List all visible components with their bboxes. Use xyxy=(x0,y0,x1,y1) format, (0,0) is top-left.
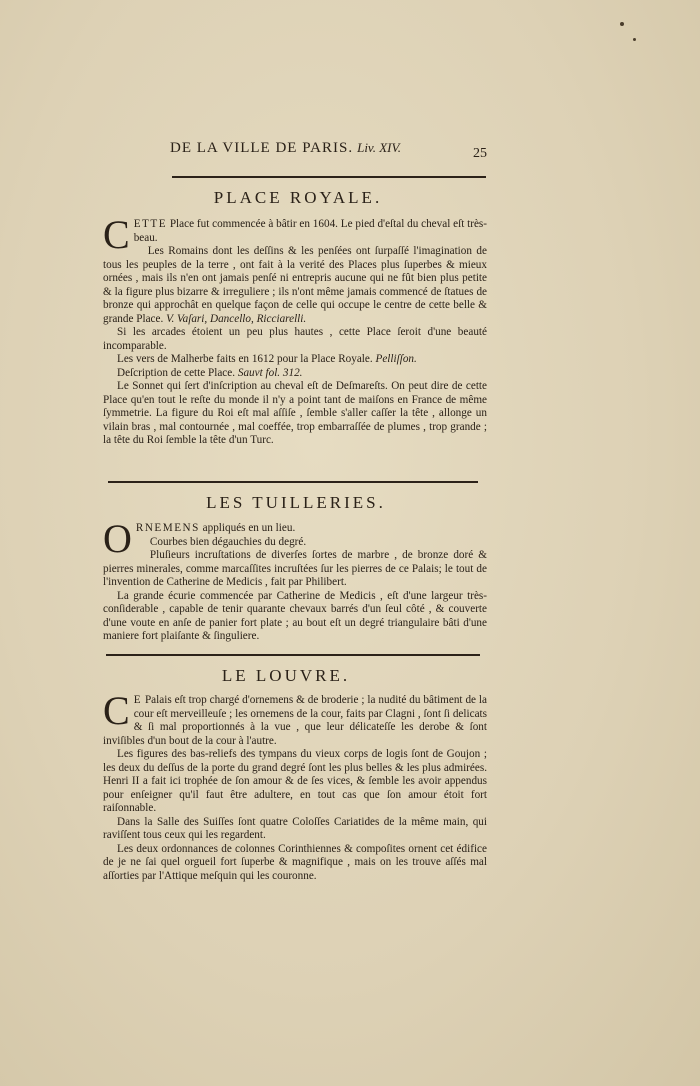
section-title-tuilleries: LES TUILLERIES. xyxy=(206,493,386,512)
citation: Sauvt fol. 312. xyxy=(237,366,303,379)
citation: Pelliſſon. xyxy=(375,353,417,365)
drop-cap: C xyxy=(103,212,130,257)
paragraph: Les vers de Malherbe faits en 1612 pour la Place Royale. Pelliſſon. xyxy=(117,353,417,365)
ink-spot xyxy=(633,38,636,41)
paragraph: Si les arcades étoient un peu plus hautes , cette Place ſeroit d'une beauté incomparable. xyxy=(103,326,487,352)
paragraph: Courbes bien dégauchies du degré. xyxy=(149,535,307,548)
section-title-place-royale: PLACE ROYALE. xyxy=(213,188,383,207)
section-rule xyxy=(108,481,478,483)
drop-cap: O xyxy=(103,516,132,561)
lead-caps: ETTE xyxy=(133,218,168,230)
paragraph xyxy=(103,688,487,748)
section-place-royale xyxy=(103,212,487,448)
paragraph: Pluſieurs incruſtations de diverſes ſortes de marbre , de bronze doré & pierres minerales, comme marcaſſites incruſtées ſur les pierres de ce Palais; le tout de l'invention de Catherine de Medicis , fait par Philibert. xyxy=(103,549,487,588)
paragraph: La grande écurie commencée par Catherine de Medicis , eſt d'une largeur très-conſiderable , capable de tenir quarante chevaux barrés d'un ſeul côté , & couverte d'une voute en anſe de panier fort plate ; au bout eſt un degré triangulaire bâti d'une maniere fort plaiſante & ſinguliere. xyxy=(103,589,487,642)
section-title-louvre: LE LOUVRE. xyxy=(221,666,351,685)
page-number: 25 xyxy=(473,146,487,161)
section-rule xyxy=(106,654,480,656)
running-header xyxy=(170,140,490,157)
paragraph: Dans la Salle des Suiſſes ſont quatre Coloſſes Cariatides de la même main, qui raviſſent tous ceux qui les regardent. xyxy=(103,815,487,841)
paragraph xyxy=(103,212,487,257)
paragraph: Les deux ordonnances de colonnes Corinthiennes & compoſites ornent cet édifice de je ne ſai quel orgueil fort ſuperbe & magnifique , mais on les trouve aſſés mal aſſorties par l'Attique meſquin qui les couronne. xyxy=(103,842,487,882)
paragraph-text: appliqués en un lieu. xyxy=(199,522,296,534)
citation: V. Vaſari, Dancello, Ricciarelli. xyxy=(166,312,307,325)
drop-cap: C xyxy=(103,688,130,733)
paragraph: Les Romains dont les deſſins & les penſées ont ſurpaſſé l'imagination de tous les peuples de la terre , ont fait à la verité des Places plus ſuperbes & mieux ornées , mais ils n'en ont jamais penſé ni entrepris aucune qui ne fût bien plus petite & la figure plus bizarre & irreguliere ; ils n'ont même jamais commencé de ſtatues de bronze qui approchât en quelque façon de celle qui occupe le centre de cette belle & grande Place. V. Vaſari, Dancello, Ricciarelli. xyxy=(103,245,487,325)
ink-spot xyxy=(620,22,624,26)
paragraph: Les figures des bas-reliefs des tympans du vieux corps de logis ſont de Goujon ; les deux du deſſus de la porte du grand degré ſont les plus belles & les plus admirées. Henri II a fait ici trophée de ſon amour & de ſes vices, & ſemble les avoir appendus pour enſeigner qu'il faut être adultere, en tout cas que ſon amour étoit fort raiſonnable. xyxy=(103,748,487,814)
section-tuilleries xyxy=(103,516,487,644)
book-number: Liv. XIV. xyxy=(357,140,402,155)
paragraph: Le Sonnet qui ſert d'inſcription au cheval eſt de Deſmareſts. On peut dire de cette Place qu'en tout le reſte du monde il n'y a point tant de maiſons en France de même ſymmetrie. La figure du Roi eſt mal aſſiſe , ſemble s'aller caſſer la tête , allonge un vilain bras , mal contournée , mal coeffée, trop embarraſſée de plumes , trop grande ; la tête du Roi ſemble la tête d'un Turc. xyxy=(103,380,487,446)
lead-caps: RNEMENS xyxy=(135,522,200,534)
running-title: DE LA VILLE DE PARIS. xyxy=(170,140,354,156)
section-louvre xyxy=(103,688,487,883)
lead-caps: E xyxy=(133,694,143,706)
paragraph-text: Palais eſt trop chargé d'ornemens & de broderie ; la nudité du bâtiment de la cour eſt merveilleuſe ; les ornemens de la cour, faits par Clagni , ſont ſi delicats & ſi mal proportionnés à la vue , que leur délicateſſe les derobe & ſont inviſibles d'un bout de la cour à l'autre. xyxy=(103,694,487,747)
header-rule xyxy=(172,176,486,178)
paragraph-text: Place fut commencée à bâtir en 1604. Le pied d'eſtal du cheval eſt très-beau. xyxy=(133,218,487,244)
paragraph: Deſcription de cette Place. Sauvt fol. 312. xyxy=(117,366,303,379)
